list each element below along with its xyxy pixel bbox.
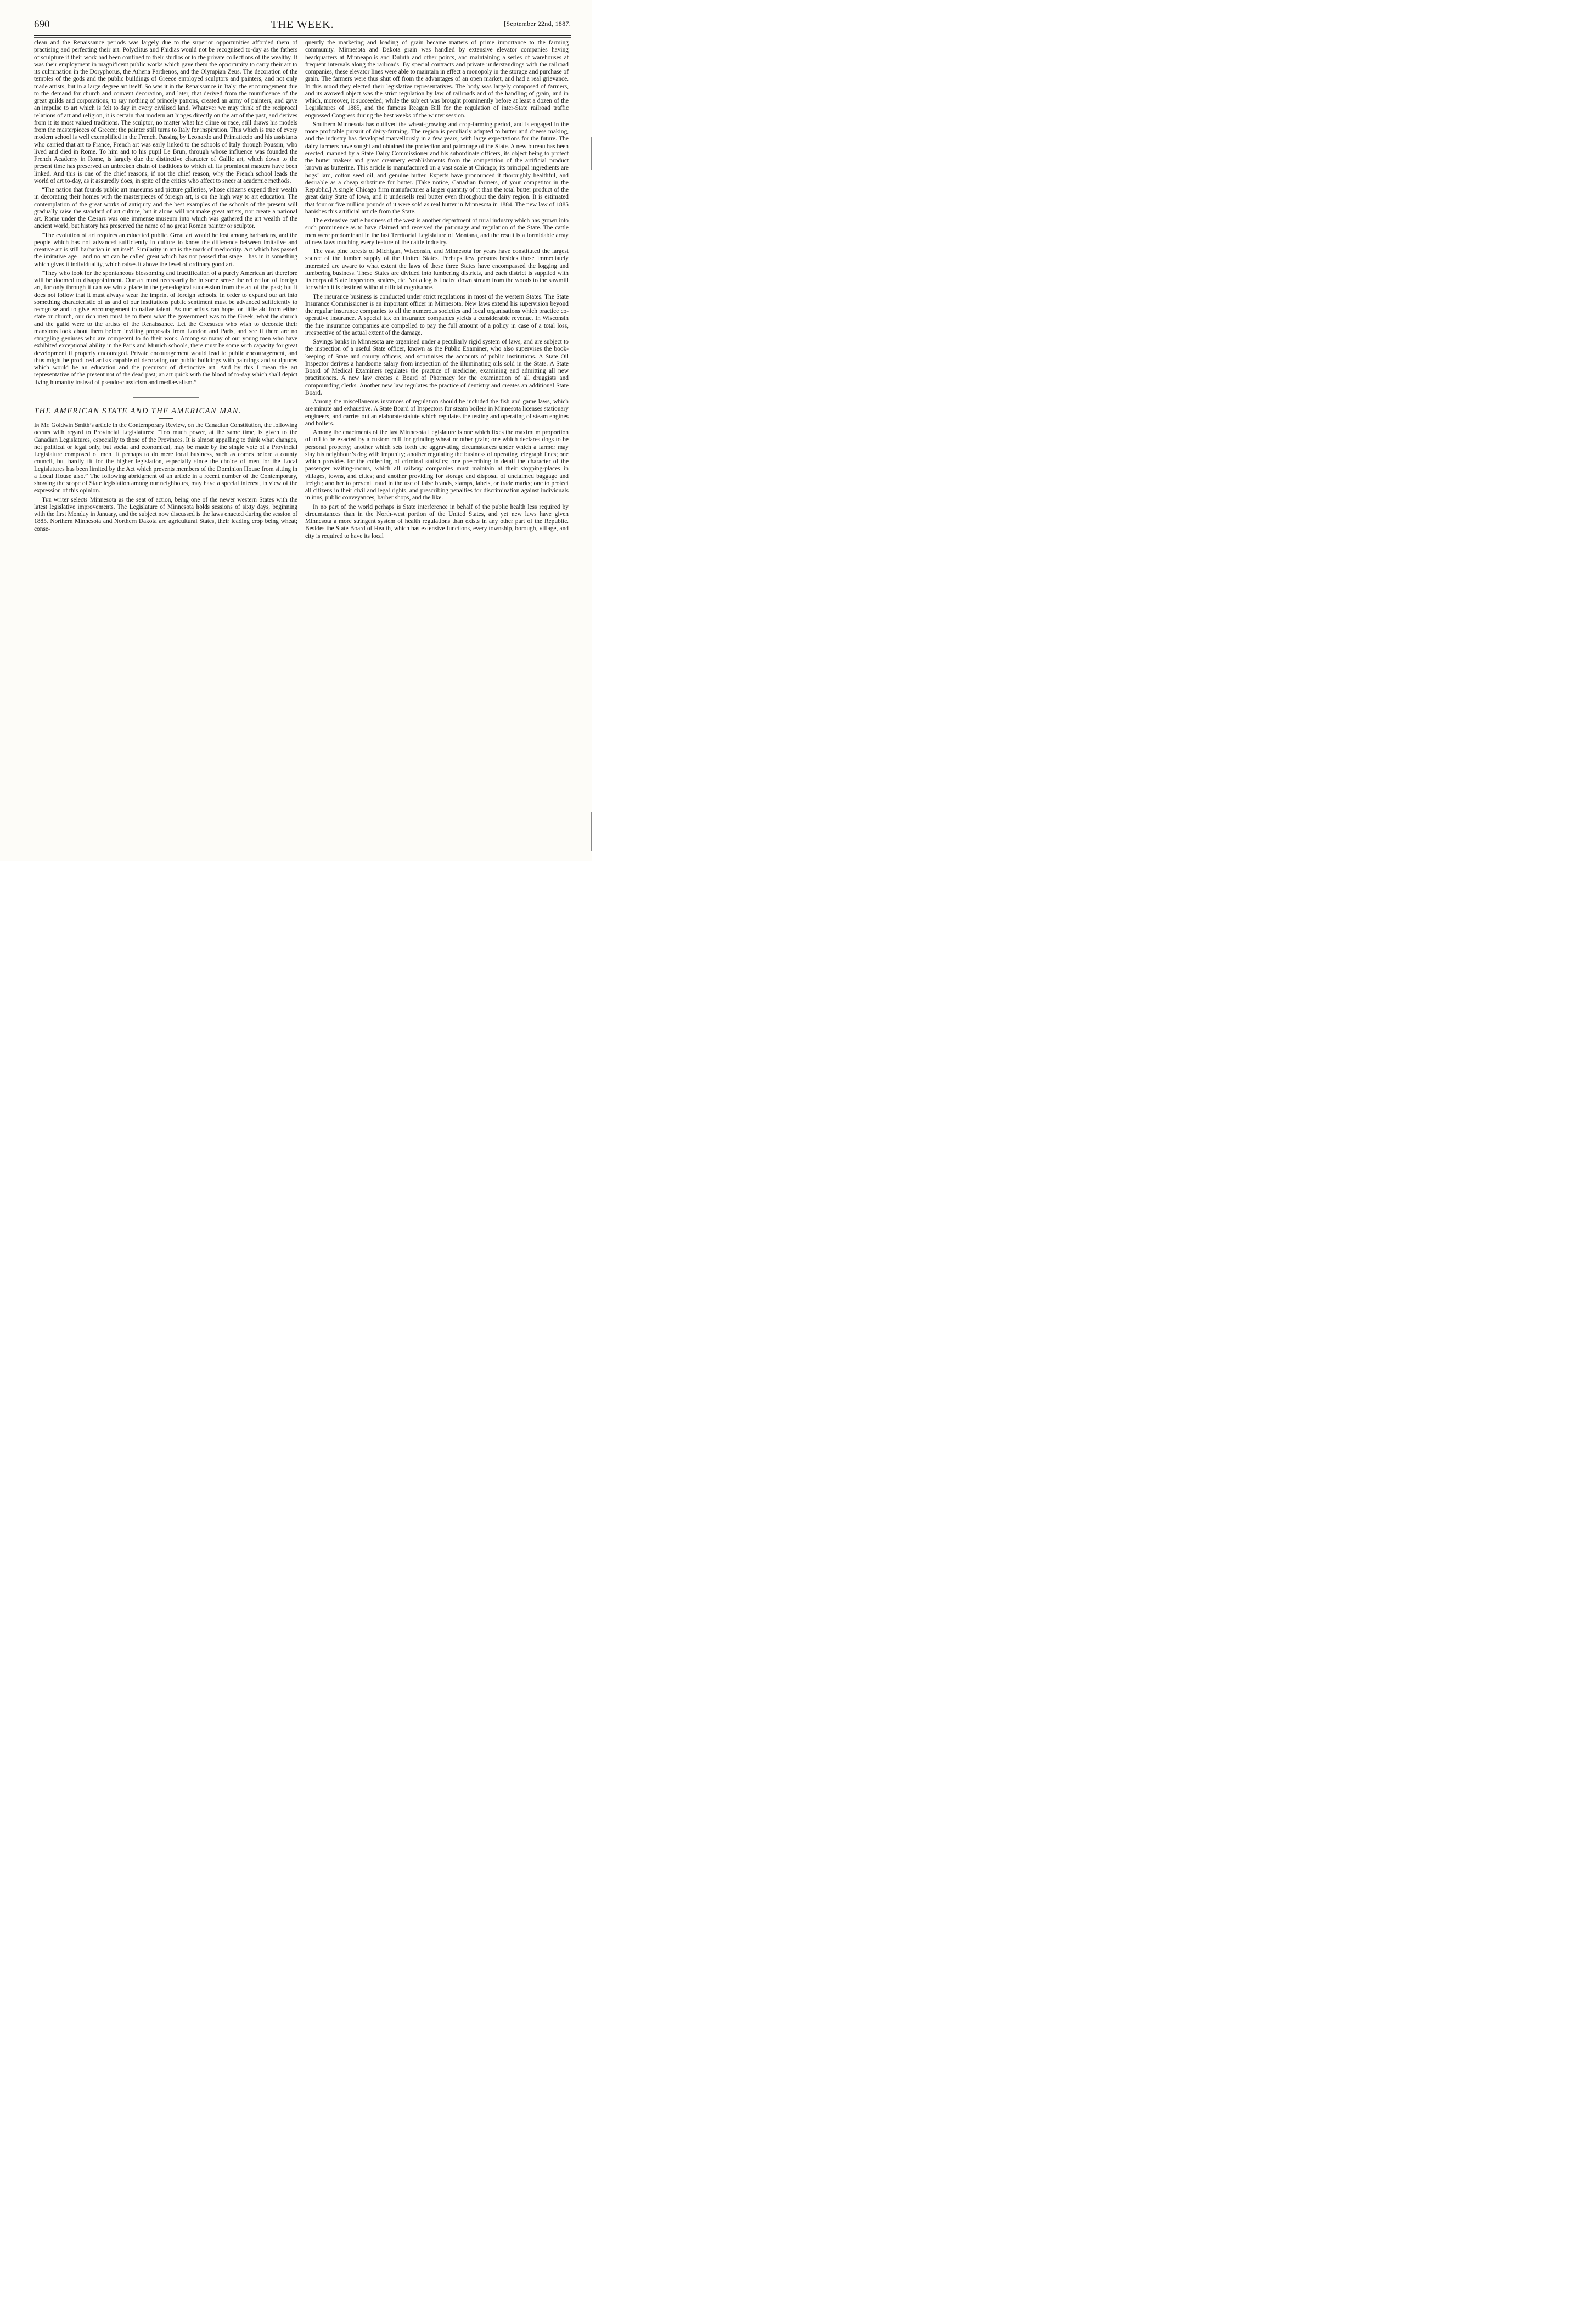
article-paragraph — [34, 497, 297, 533]
header-rule-thin — [34, 37, 571, 38]
article-title: THE AMERICAN STATE AND THE AMERICAN MAN. — [34, 406, 241, 415]
article-intro — [34, 422, 297, 495]
paragraph: “They who look for the spontaneous blossoming and fructification of a purely American art therefore will be doomed to disappointment. Our art must necessarily be in some sense the reflection of foreign art, for only through it can we win a place in the genealogical succession from the art of the past; but it does not follow that it must always wear the imprint of foreign schools. In order to expand our art into something characteristic of us and of our institutions public sentiment must be advanced sufficiently to recognise and to give encouragement to native talent. As our artists can hope for little aid from either state or church, our rich men must be to them what the government was to the Greek, what the church and the guild were to the artists of the Renaissance. Let the Crœsuses who wish to decorate their mansions look about them before inviting proposals from London and Paris, and see if there are no struggling geniuses who are competent to do their work. Among so many of our young men who have exhibited exceptional ability in the Paris and Munich schools, there must be some with capacity for great development if properly encouraged. Private encouragement would lead to public encouragement, and thus might be produced artists capable of decorating our public buildings with paintings and sculptures which would be an education and the precursor of distinctive art. And by this I mean the art representative of the present not of the dead past; an art quick with the blood of to-day which shall depict living humanity instead of pseudo-classicism and mediævalism.” — [34, 269, 297, 386]
title-rule — [159, 418, 173, 419]
paragraph: Southern Minnesota has outlived the wheat-growing and crop-farming period, and is engaged in the more profitable pursuit of dairy-farming. The region is peculiarly adapted to butter and cheese making, and the industry has developed marvellously in a few years, with large expectations for the future. The dairy farmers have sought and obtained the protection and patronage of the State. A new bureau has been erected, manned by a State Dairy Commissioner and his subordinate officers, its object being to protect the butter makers and great creamery establishments from the competition of the artificial product known as butterine. This article is manufactured on a vast scale at Chicago; its principal ingredients are hogs’ lard, cotton seed oil, and genuine butter. Experts have pronounced it thoroughly healthful, and desirable as a cheap substitute for butter. [Take notice, Canadian farmers, of your competitor in the Republic.] A single Chicago firm manufactures a larger quantity of it than the total butter product of the great dairy State of Iowa, and it undersells real butter even throughout the dairy region. It is estimated that four or five million pounds of it were sold as real butter in Minnesota in 1884. The new law of 1885 banishes this artificial article from the State. — [305, 121, 569, 215]
section-divider — [133, 397, 199, 398]
page-number: 690 — [34, 19, 50, 30]
paragraph: Savings banks in Minnesota are organised under a peculiarly rigid system of laws, and are subject to the inspection of a useful State officer, known as the Public Examiner, who also supervises the book-keeping of State and county officers, and scrutinises the accounts of public institutions. A State Oil Inspector derives a handsome salary from inspection of the illuminating oils sold in the State. A State Board of Medical Examiners regulates the practice of medicine, examining and admitting all new practitioners. A new law creates a Board of Pharmacy for the examination of all druggists and compounding clerks. Another new law regulates the practice of dentistry and creates an additional State Board. — [305, 339, 569, 396]
paragraph: The insurance business is conducted under strict regulations in most of the western States. The State Insurance Commissioner is an important officer in Minnesota. New laws extend his supervision beyond the regular insurance companies to all the numerous societies and local organisations which practice co-operative insurance. A special tax on insurance companies yields a considerable revenue. In Wisconsin the fire insurance companies are compelled to pay the full amount of a policy in case of a total loss, irrespective of the actual extent of the damage. — [305, 293, 569, 336]
page-edge-mark — [583, 137, 592, 170]
publication-title: THE WEEK. — [271, 19, 334, 31]
paragraph: quently the marketing and loading of grain became matters of prime importance to the farming community. Minnesota and Dakota grain was handled by extensive elevator companies having headquarters at Minneapolis and Duluth and other points, and maintaining a series of warehouses at frequent intervals along the railroads. By special contracts and private understandings with the railroad companies, these elevator lines were able to maintain in effect a monopoly in the storage and purchase of grain. The farmers were thus shut off from the advantages of an open market, and had a real grievance. In this mood they elected their legislative representatives. The body was largely composed of farmers, and its avowed object was the strict regulation by law of railroads and of the handling of grain, and in which, moreover, it succeeded; while the subject was brought prominently before at least a dozen of the Legislatures of 1885, and the famous Reagan Bill for the regulation of inter-State railroad traffic engrossed Congress during the best weeks of the winter session. — [305, 40, 569, 119]
article-intro-text: Mr. Goldwin Smith’s article in the Contemporary Review, on the Canadian Constitution, the following occurs with regard to Provincial Legislatures: “Too much power, at the same time, is given to the Canadian Legislatures, especially to those of the Provinces. It is almost appalling to think what changes, not political or legal only, but social and economical, may be made by the single vote of a Provincial Legislature composed of men fit perhaps to do mere local business, such as comes before a county council, but hardly fit for the higher legislation, especially since the choice of men for the Local Legislatures has been limited by the Act which prevents members of the Dominion House from sitting in a Local House also.” The following abridgment of an article in a recent number of the Contemporary, showing the scope of State legislation among our neighbours, may have a special interest, in view of the expression of this opinion. — [34, 422, 297, 494]
lead-word: The — [42, 496, 52, 503]
paragraph: “The nation that founds public art museums and picture galleries, whose citizens expend their wealth in decorating their homes with the masterpieces of foreign art, is on the high way to art education. The contemplation of the great works of antiquity and the best examples of the schools of the present will gradually raise the standard of art culture, but it alone will not make great artists, nor create a national art. Rome under the Cæsars was one immense museum into which was gathered the art wealth of the ancient world, but history has preserved the name of no great Roman painter or sculptor. — [34, 187, 297, 230]
paragraph: clean and the Renaissance periods was largely due to the superior opportunities afforded them of practising and perfecting their art. Polyclitus and Phidias would not be recognised to-day as the fathers of sculpture if their work had been confined to their studios or to the private collections of the wealthy. It was their employment in magnificent public works which gave them the opportunity to carry their art to its culmination in the Doryphorus, the Athena Parthenos, and the Olympian Zeus. The decoration of the temples of the gods and the public buildings of Greece employed sculptors and painters, and not only made artists, but in a large degree art itself. So was it in the Renaissance in Italy; the encouragement due to the demand for church and convent decoration, and later, that derived from the munificence of the great guilds and corporations, to say nothing of princely patrons, created an army of painters, and gave an impulse to art which is felt to day in every civilised land. Whatever we may think of the reciprocal relations of art and religion, it is certain that modern art hinges directly on the art of the past, and derives from it its most valued traditions. The sculptor, no matter what his clime or race, still draws his models from the masterpieces of Greece; the painter still turns to Italy for inspiration. This which is true of every modern school is well exemplified in the French. Passing by Leonardo and Primaticcio and his assistants who carried that art to France, French art was early linked to the schools of Italy through Poussin, who lived and died in Rome. To him and to his pupil Le Brun, through whose influence was founded the French Academy in Rome, is largely due the distinctive character of Gallic art, which down to the present time has preserved an unbroken chain of traditions to which all its prominent masters have been linked. And this is one of the chief reasons, if not the chief reason, why the French school leads the world of art to-day, as it assuredly does, in spite of the critics who affect to sneer at academic methods. — [34, 40, 297, 184]
paragraph: The extensive cattle business of the west is another department of rural industry which has grown into such prominence as to have claimed and received the patronage and regulation of the State. The cattle men were predominant in the last Territorial Legislature of Montana, and the result is a formidable array of new laws touching every feature of the cattle industry. — [305, 217, 569, 246]
header-rule — [34, 35, 571, 36]
paragraph: “The evolution of art requires an educated public. Great art would be lost among barbarians, and the people which has not advanced sufficiently in culture to know the difference between imitative and creative art is still barbarian in art itself. Similarity in art is the mark of mediocrity. Art which has passed the imitative age—and no art can be called great which has not passed that stage—has in it something which gives it individuality, which raises it above the level of ordinary good art. — [34, 232, 297, 268]
paragraph: The vast pine forests of Michigan, Wisconsin, and Minnesota for years have constituted the largest source of the lumber supply of the United States. Perhaps few persons besides those immediately interested are aware to what extent the laws of these three States have encompassed the logging and lumbering business. These States are divided into lumbering districts, and each district is supplied with its corps of State inspectors, scalers, etc. Not a log is floated down stream from the woods to the sawmill for which it is destined without official cognisance. — [305, 248, 569, 291]
paragraph: Among the enactments of the last Minnesota Legislature is one which fixes the maximum proportion of toll to be exacted by a custom mill for grinding wheat or other grain; one which declares dogs to be personal property; another which sets forth the aggravating circumstances under which a farmer may slay his neighbour’s dog with impunity; another regulating the business of operating telegraph lines; one which provides for the collecting of criminal statistics; one prescribing in detail the character of the passenger waiting-rooms, which all railway companies must maintain at their stopping-places in villages, towns, and cities; and another providing for storage and disposal of unclaimed baggage and freight; another to prevent fraud in the use of false brands, stamps, labels, or trade marks; one to protect all citizens in their civil and legal rights, and prescribing penalties for discrimination against individuals in inns, public conveyances, barber shops, and the like. — [305, 429, 569, 502]
left-column — [34, 40, 297, 533]
newspaper-page — [0, 0, 592, 861]
lead-word: In — [34, 422, 40, 429]
article-paragraph-text: writer selects Minnesota as the seat of action, being one of the newer western States with the latest legislative improvements. The Legislature of Minnesota holds sessions of sixty days, beginning with the first Monday in January, and the subject now discussed is the laws enacted during the session of 1885. Northern Minnesota and Northern Dakota are agricultural States, their leading crop being wheat; conse- — [34, 496, 297, 532]
paragraph: In no part of the world perhaps is State interference in behalf of the public health less required by circumstances than in the North-west portion of the United States, and yet new laws have given Minnesota a more stringent system of health regulations than exists in any other part of the Republic. Besides the State Board of Health, which has extensive functions, every township, borough, village, and city is required to have its local — [305, 503, 569, 539]
page-edge-mark — [583, 812, 592, 851]
right-column — [305, 40, 569, 540]
masthead — [34, 19, 571, 37]
issue-date: [September 22nd, 1887. — [504, 20, 571, 27]
paragraph: Among the miscellaneous instances of regulation should be included the fish and game laws, which are minute and exhaustive. A State Board of Inspectors for steam boilers in Minnesota licenses stationary engineers, and carries out an elaborate statute which regulates the testing and operating of steam engines and boilers. — [305, 398, 569, 427]
